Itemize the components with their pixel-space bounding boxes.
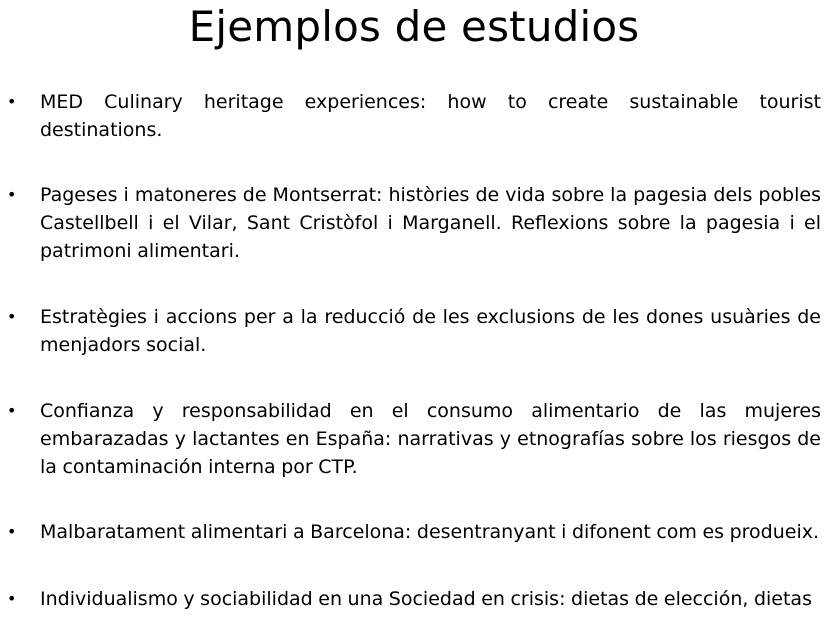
bullet-dot-icon: •: [7, 307, 17, 326]
bullet-dot-icon: •: [7, 185, 17, 204]
bullet-dot-icon: •: [7, 522, 17, 541]
bullet-text: MED Culinary heritage experiences: how to create sustainable tourist destinations.: [40, 91, 821, 141]
bullet-text: Confianza y responsabilidad en el consumo alimentario de las mujeres embarazadas y lactantes en España: narrativas y etnografías sobre los riesgos de la contaminación interna por CTP.: [40, 400, 821, 478]
bullet-text: Pageses i matoneres de Montserrat: històries de vida sobre la pagesia dels pobles Castellbell i el Vilar, Sant Cristòfol i Marganell. Reflexions sobre la pagesia i el patrimoni alimentari.: [40, 184, 821, 262]
bullet-dot-icon: •: [7, 92, 17, 111]
bullet-text: Malbaratament alimentari a Barcelona: desentranyant i difonent com es produeix.: [40, 521, 820, 543]
slide-title: Ejemplos de estudios: [188, 2, 640, 51]
bullet-text: Estratègies i accions per a la reducció de les exclusions de les dones usuàries de menjadors social.: [40, 306, 821, 356]
bullet-dot-icon: •: [7, 401, 17, 420]
bullet-dot-icon: •: [7, 589, 17, 608]
bullet-text: Individualismo y sociabilidad en una Sociedad en crisis: dietas de elección, dietas: [40, 588, 812, 610]
